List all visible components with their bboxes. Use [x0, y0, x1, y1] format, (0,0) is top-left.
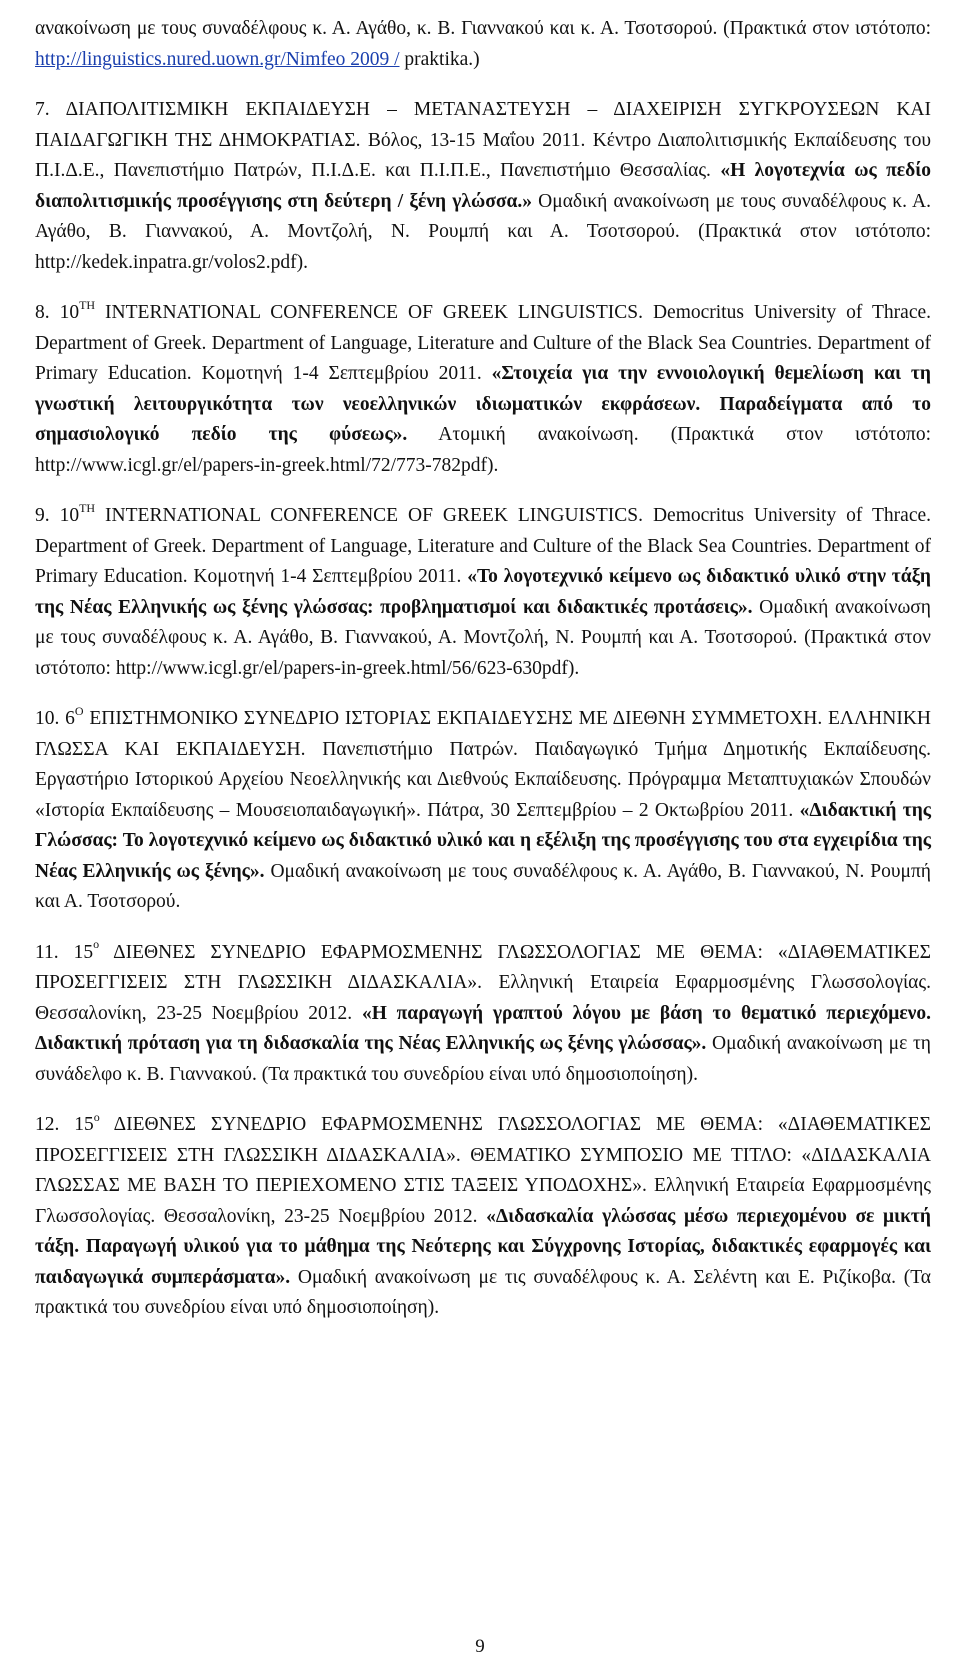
entry-number: 9.	[35, 505, 50, 526]
conference-info: INTERNATIONAL CONFERENCE OF GREEK LINGUISTICS. Democritus University of Thrace. Department of Greek. Department of Language, Literature and Culture of the Black Sea Countries. Department of Primary Education. Κομοτηνή 1-4 Σεπτεμβρίου 2011.	[35, 302, 932, 384]
ordinal-suffix: ο	[93, 937, 100, 951]
proceedings-link[interactable]: http://linguistics.nured.uown.gr/Nimfeo 2009 /	[35, 48, 400, 70]
entry-number: 8.	[35, 302, 50, 323]
publication-list	[35, 14, 931, 1344]
list-item	[35, 1110, 931, 1324]
list-item	[35, 501, 931, 684]
paper-title: «Το λογοτεχνικό κείμενο ως διδακτικό υλικό στην τάξη της Νέας Ελληνικής ως ξένης γλώσσας: προβληματισμοί και διδακτικές προτάσεις».	[35, 566, 932, 618]
list-item	[35, 704, 931, 918]
entry-text: Ομαδική ανακοίνωση με τους συναδέλφους κ. Α. Αγάθο, Β. Γιαννακού, Α. Μοντζολή, Ν. Ρουμπή και Α. Τσοτσορού. (Πρακτικά στον ιστότοπο: http://kedek.inpatra.gr/volos2.pdf).	[35, 190, 931, 273]
ordinal-suffix: ΤΗ	[79, 500, 96, 515]
list-item	[35, 938, 931, 1091]
conference-ordinal: 15	[74, 1114, 94, 1135]
paper-title: «Η παραγωγή γραπτού λόγου με βάση το θεματικό περιεχόμενο. Διδακτική πρόταση για τη διδασκαλία της Νέας Ελληνικής ως ξένης γλώσσας».	[35, 1002, 932, 1054]
list-item	[35, 95, 931, 278]
entry-number: 12.	[35, 1114, 60, 1135]
entry-text: Ομαδική ανακοίνωση με τους συναδέλφους κ. Α. Αγάθο, Β. Γιαννακού, Ν. Ρουμπή και Α. Τσοτσορού.	[35, 860, 931, 912]
entry-text: Ομαδική ανακοίνωση με τη συνάδελφο κ. Β. Γιαννακού. (Τα πρακτικά του συνεδρίου είναι υπό δημοσιοποίηση).	[35, 1033, 931, 1085]
conference-info: ΔΙΑΠΟΛΙΤΙΣΜΙΚΗ ΕΚΠΑΙΔΕΥΣΗ – ΜΕΤΑΝΑΣΤΕΥΣΗ – ΔΙΑΧΕΙΡΙΣΗ ΣΥΓΚΡΟΥΣΕΩΝ ΚΑΙ ΠΑΙΔΑΓΩΓΙΚΗ ΤΗΣ ΔΗΜΟΚΡΑΤΙΑΣ. Βόλος, 13-15 Μαΐου 2011. Κέντρο Διαπολιτισμικής Εκπαίδευσης του Π.Ι.Δ.Ε., Πανεπιστήμιο Πατρών, Π.Ι.Δ.Ε. και Π.Ι.Π.Ε., Πανεπιστήμιο Θεσσαλίας.	[35, 99, 931, 181]
conference-ordinal: 15	[73, 941, 94, 963]
conference-info: ΔΙΕΘΝΕΣ ΣΥΝΕΔΡΙΟ ΕΦΑΡΜΟΣΜΕΝΗΣ ΓΛΩΣΣΟΛΟΓΙΑΣ ΜΕ ΘΕΜΑ: «ΔΙΑΘΕΜΑΤΙΚΕΣ ΠΡΟΣΕΓΓΙΣΕΙΣ ΣΤΗ ΓΛΩΣΣΙΚΗ ΔΙΔΑΣΚΑΛΙΑ». ΘΕΜΑΤΙΚΟ ΣΥΜΠΟΣΙΟ ΜΕ ΤΙΤΛΟ: «ΔΙΔΑΣΚΑΛΙΑ ΓΛΩΣΣΑΣ ΜΕ ΒΑΣΗ ΤΟ ΠΕΡΙΕΧΟΜΕΝΟ ΣΤΙΣ ΤΑΞΕΙΣ ΥΠΟΔΟΧΗΣ». Ελληνική Εταιρεία Εφαρμοσμένης Γλωσσολογίας. Θεσσαλονίκη, 23-25 Νοεμβρίου 2012.	[35, 1114, 931, 1227]
list-item	[35, 298, 931, 481]
conference-ordinal: 10	[59, 302, 80, 323]
conference-info: ΔΙΕΘΝΕΣ ΣΥΝΕΔΡΙΟ ΕΦΑΡΜΟΣΜΕΝΗΣ ΓΛΩΣΣΟΛΟΓΙΑΣ ΜΕ ΘΕΜΑ: «ΔΙΑΘΕΜΑΤΙΚΕΣ ΠΡΟΣΕΓΓΙΣΕΙΣ ΣΤΗ ΓΛΩΣΣΙΚΗ ΔΙΔΑΣΚΑΛΙΑ». Ελληνική Εταιρεία Εφαρμοσμένης Γλωσσολογίας. Θεσσαλονίκη, 23-25 Νοεμβρίου 2012.	[35, 941, 932, 1024]
entry-text: Ατομική ανακοίνωση. (Πρακτικά στον ιστότοπο: http://www.icgl.gr/el/papers-in-greek.html/72/773-782pdf).	[35, 424, 931, 476]
entry-text: Ομαδική ανακοίνωση με τις συναδέλφους κ. Α. Σελέντη και Ε. Ριζίκοβα. (Τα πρακτικά του συνεδρίου είναι υπό δημοσιοποίηση).	[35, 1266, 931, 1318]
entry-number: 10.	[35, 708, 60, 729]
entry-text: Ομαδική ανακοίνωση με τους συναδέλφους κ. Α. Αγάθο, Β. Γιαννακού, Α. Μοντζολή, Ν. Ρουμπή και Α. Τσοτσορού. (Πρακτικά στον ιστότοπο: http://www.icgl.gr/el/papers-in-greek.html/56/623-630pdf).	[35, 596, 931, 679]
conference-ordinal: 6	[65, 708, 75, 729]
ordinal-suffix: Ο	[74, 703, 84, 718]
ordinal-suffix: ο	[93, 1109, 100, 1124]
entry-number: 11.	[35, 941, 59, 963]
entry-number: 7.	[35, 99, 50, 120]
conference-info: ΕΠΙΣΤΗΜΟΝΙΚΟ ΣΥΝΕΔΡΙΟ ΙΣΤΟΡΙΑΣ ΕΚΠΑΙΔΕΥΣΗΣ ΜΕ ΔΙΕΘΝΗ ΣΥΜΜΕΤΟΧΗ. ΕΛΛΗΝΙΚΗ ΓΛΩΣΣΑ ΚΑΙ ΕΚΠΑΙΔΕΥΣΗ. Πανεπιστήμιο Πατρών. Παιδαγωγικό Τμήμα Δημοτικής Εκπαίδευσης. Εργαστήριο Ιστορικού Αρχείου Νεοελληνικής και Διεθνούς Εκπαίδευσης. Πρόγραμμα Μεταπτυχιακών Σπουδών «Ιστορία Εκπαίδευσης – Μουσειοπαιδαγωγική». Πάτρα, 30 Σεπτεμβρίου – 2 Οκτωβρίου 2011.	[35, 708, 931, 821]
paper-title: «Διδασκαλία γλώσσας μέσω περιεχομένου σε μικτή τάξη. Παραγωγή υλικού για το μάθημα της Νεότερης και Σύγχρονης Ιστορίας, διδακτικές εφαρμογές και παιδαγωγικά συμπεράσματα».	[35, 1205, 931, 1288]
entry-text: ανακοίνωση με τους συναδέλφους κ. Α. Αγάθο, κ. Β. Γιαννακού και κ. Α. Τσοτσορού. (Πρακτικά στον ιστότοπο:	[35, 18, 931, 39]
conference-info: INTERNATIONAL CONFERENCE OF GREEK LINGUISTICS. Democritus University of Thrace. Department of Greek. Department of Language, Literature and Culture of the Black Sea Countries. Department of Primary Education. Κομοτηνή 1-4 Σεπτεμβρίου 2011.	[35, 505, 932, 587]
paper-title: «Η λογοτεχνία ως πεδίο διαπολιτισμικής προσέγγισης στη δεύτερη / ξένη γλώσσα.»	[35, 160, 931, 212]
entry-text: praktika.)	[399, 48, 480, 70]
list-item	[35, 14, 931, 75]
paper-title: «Διδακτική της Γλώσσας: Το λογοτεχνικό κείμενο ως διδακτικό υλικό και η εξέλιξη της προσέγγισης του στα εγχειρίδια της Νέας Ελληνικής ως ξένης».	[35, 799, 932, 882]
ordinal-suffix: ΤΗ	[79, 297, 96, 312]
page-number: 9	[475, 1636, 485, 1657]
conference-ordinal: 10	[59, 505, 80, 526]
paper-title: «Στοιχεία για την εννοιολογική θεμελίωση και τη γνωστική λειτουργικότητα των νεοελληνικών ιδιωματικών εκφράσεων. Παραδείγματα από το σημασιολογικό πεδίο της φύσεως».	[35, 363, 931, 445]
